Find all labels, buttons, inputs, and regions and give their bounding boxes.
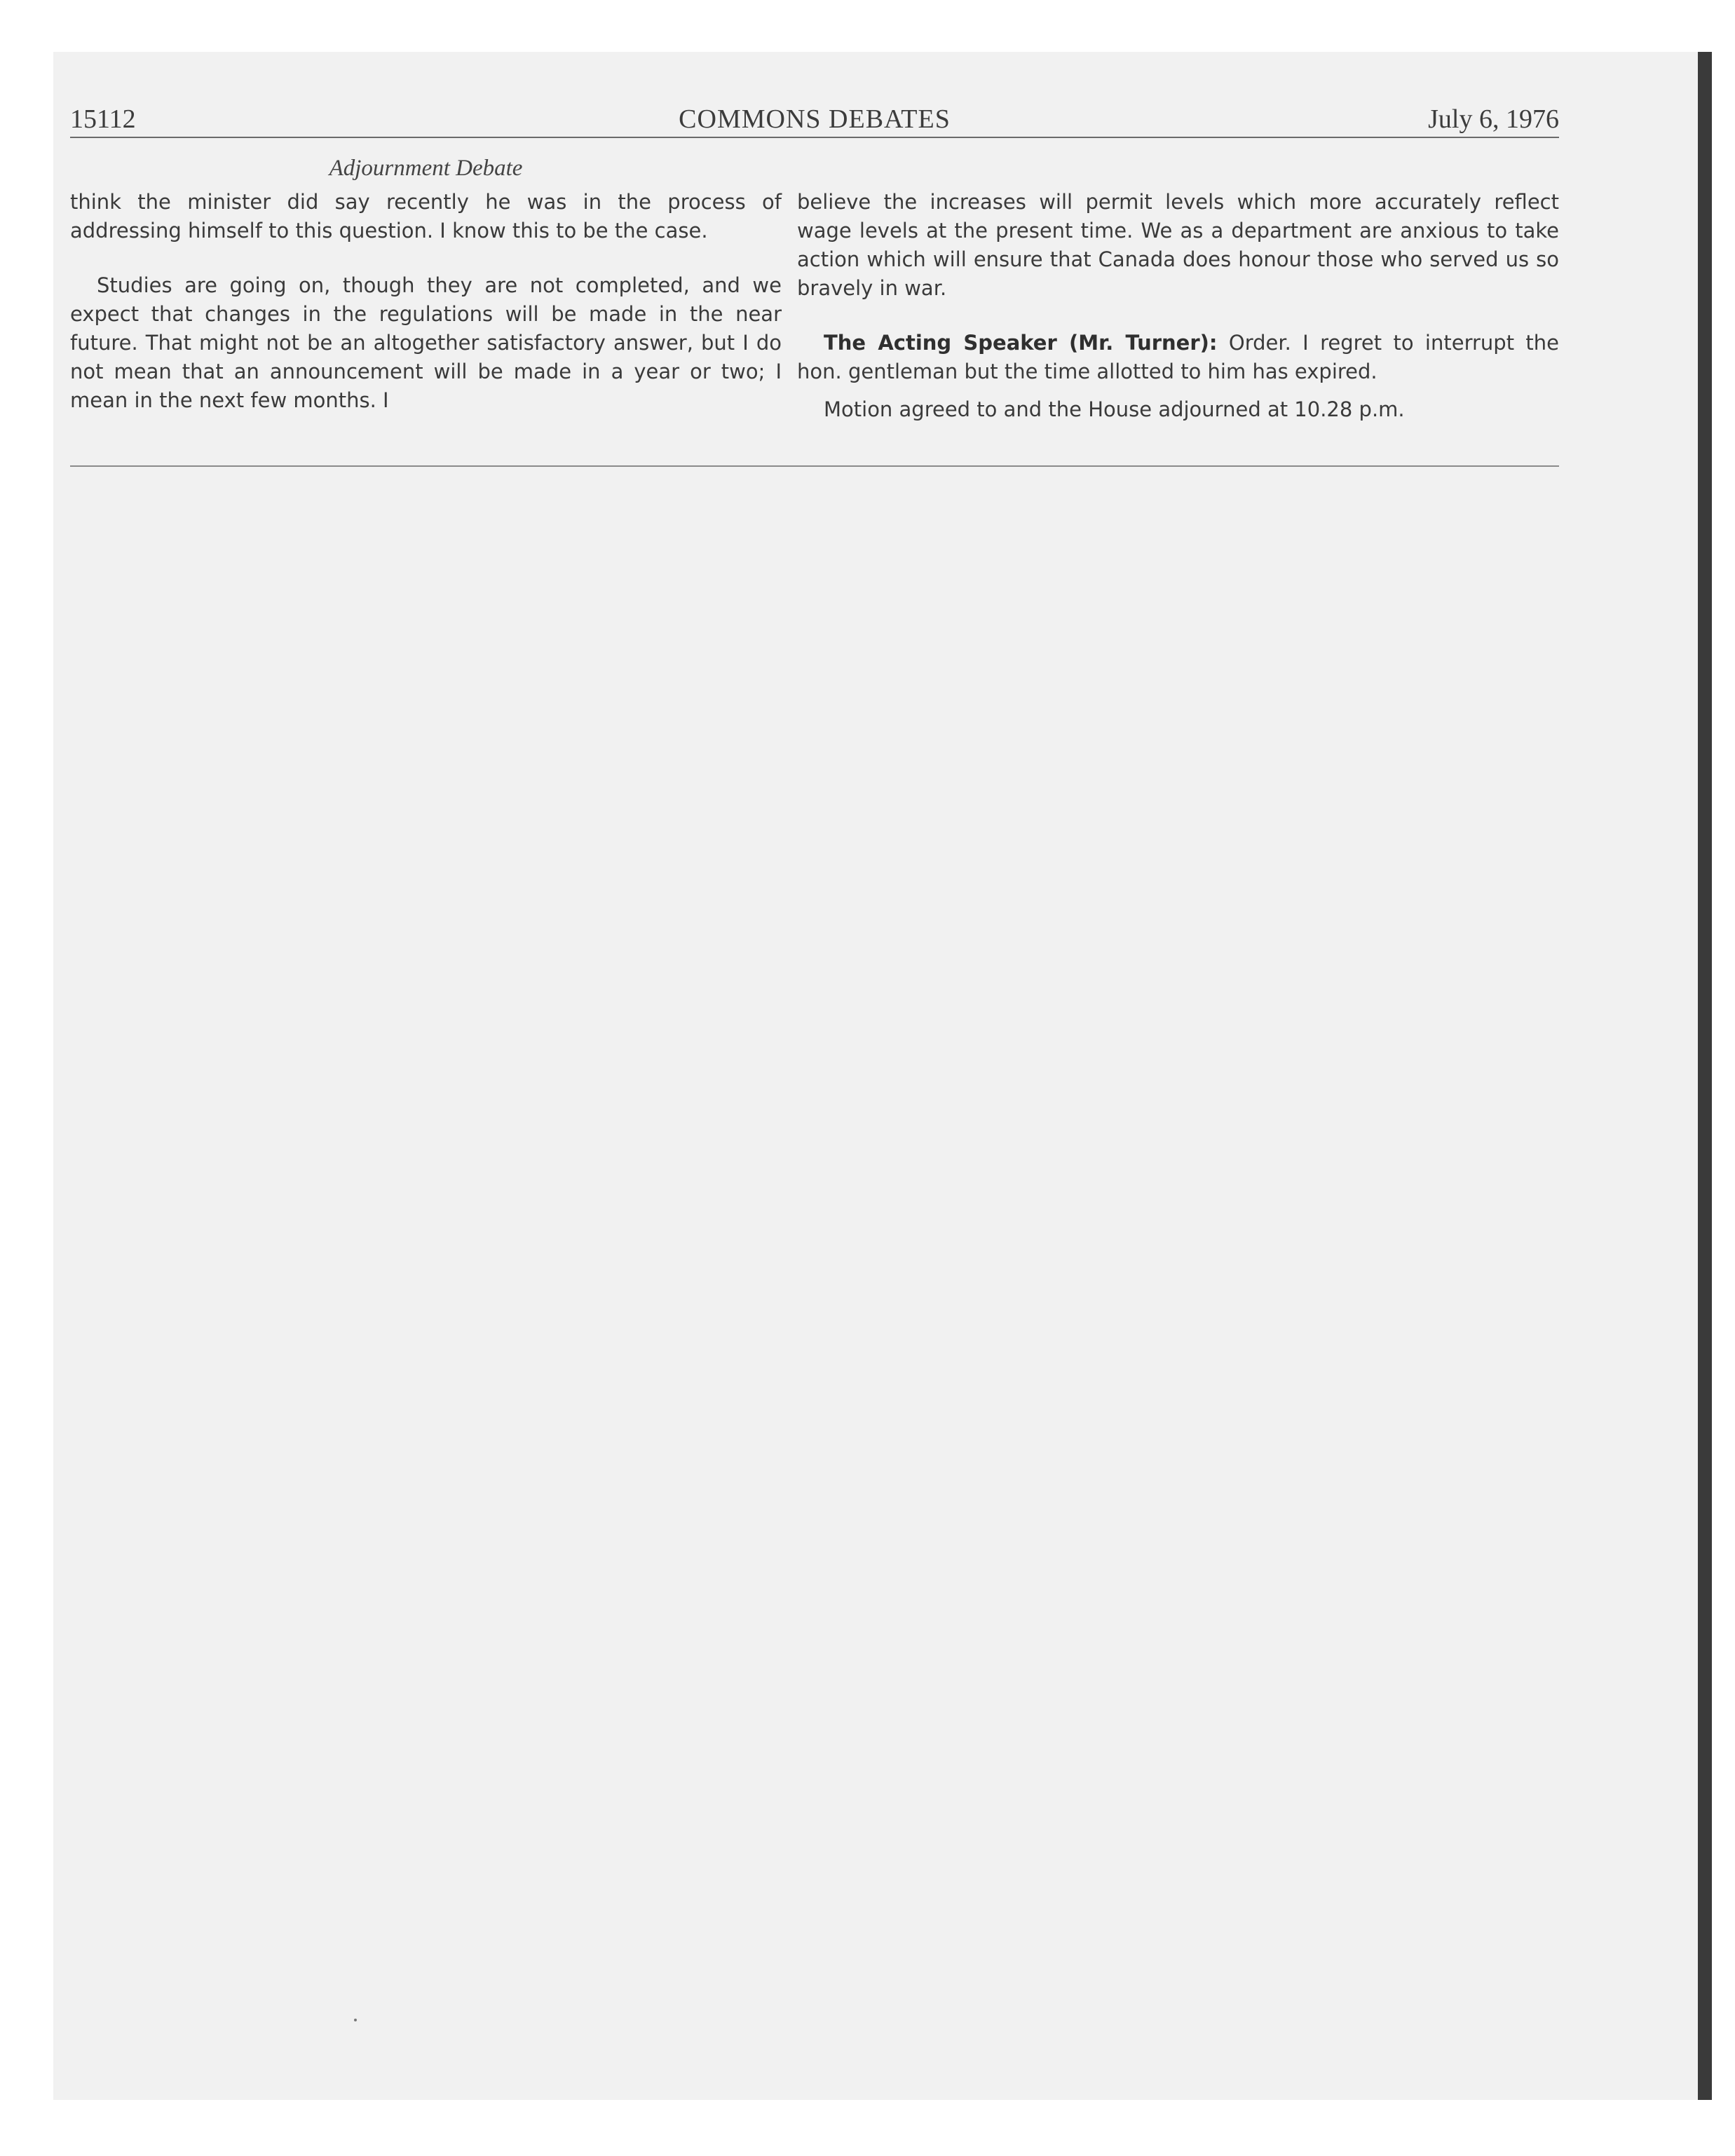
right-paragraph-1: believe the increases will permit levels which more accurately reflect wage levels at the present time. We as a department are anxious to take action which will ensure that Canada does honour those who served us so bravely in war. (797, 190, 1559, 300)
right-column (797, 188, 1559, 424)
section-title: Adjournment Debate (329, 156, 523, 181)
scan-speck (354, 2019, 357, 2021)
speaker-label: The Acting Speaker (Mr. Turner): (824, 331, 1218, 355)
left-column (70, 188, 782, 415)
end-rule (70, 465, 1559, 467)
speaker-paragraph (797, 329, 1559, 386)
page-number: 15112 (70, 104, 136, 134)
closing-paragraph: Motion agreed to and the House adjourned at 10.28 p.m. (824, 397, 1405, 421)
speaker-text: Order. I regret to interrupt the hon. gentleman but the time allotted to him has expired. (797, 331, 1559, 383)
publication-title: COMMONS DEBATES (679, 104, 951, 134)
left-paragraph-1: think the minister did say recently he was in the process of addressing himself to this question. I know this to be the case. (70, 190, 782, 243)
header-rule (70, 137, 1559, 138)
left-paragraph-2: Studies are going on, though they are not completed, and we expect that changes in the regulations will be made in the near future. That might not be an altogether satisfactory answer, but I do not mean that an announcement will be made in a year or two; I mean in the next few months. I (70, 273, 782, 412)
publication-date: July 6, 1976 (1428, 104, 1559, 134)
scan-edge-shadow (1698, 52, 1712, 2100)
page-header (70, 104, 1559, 136)
